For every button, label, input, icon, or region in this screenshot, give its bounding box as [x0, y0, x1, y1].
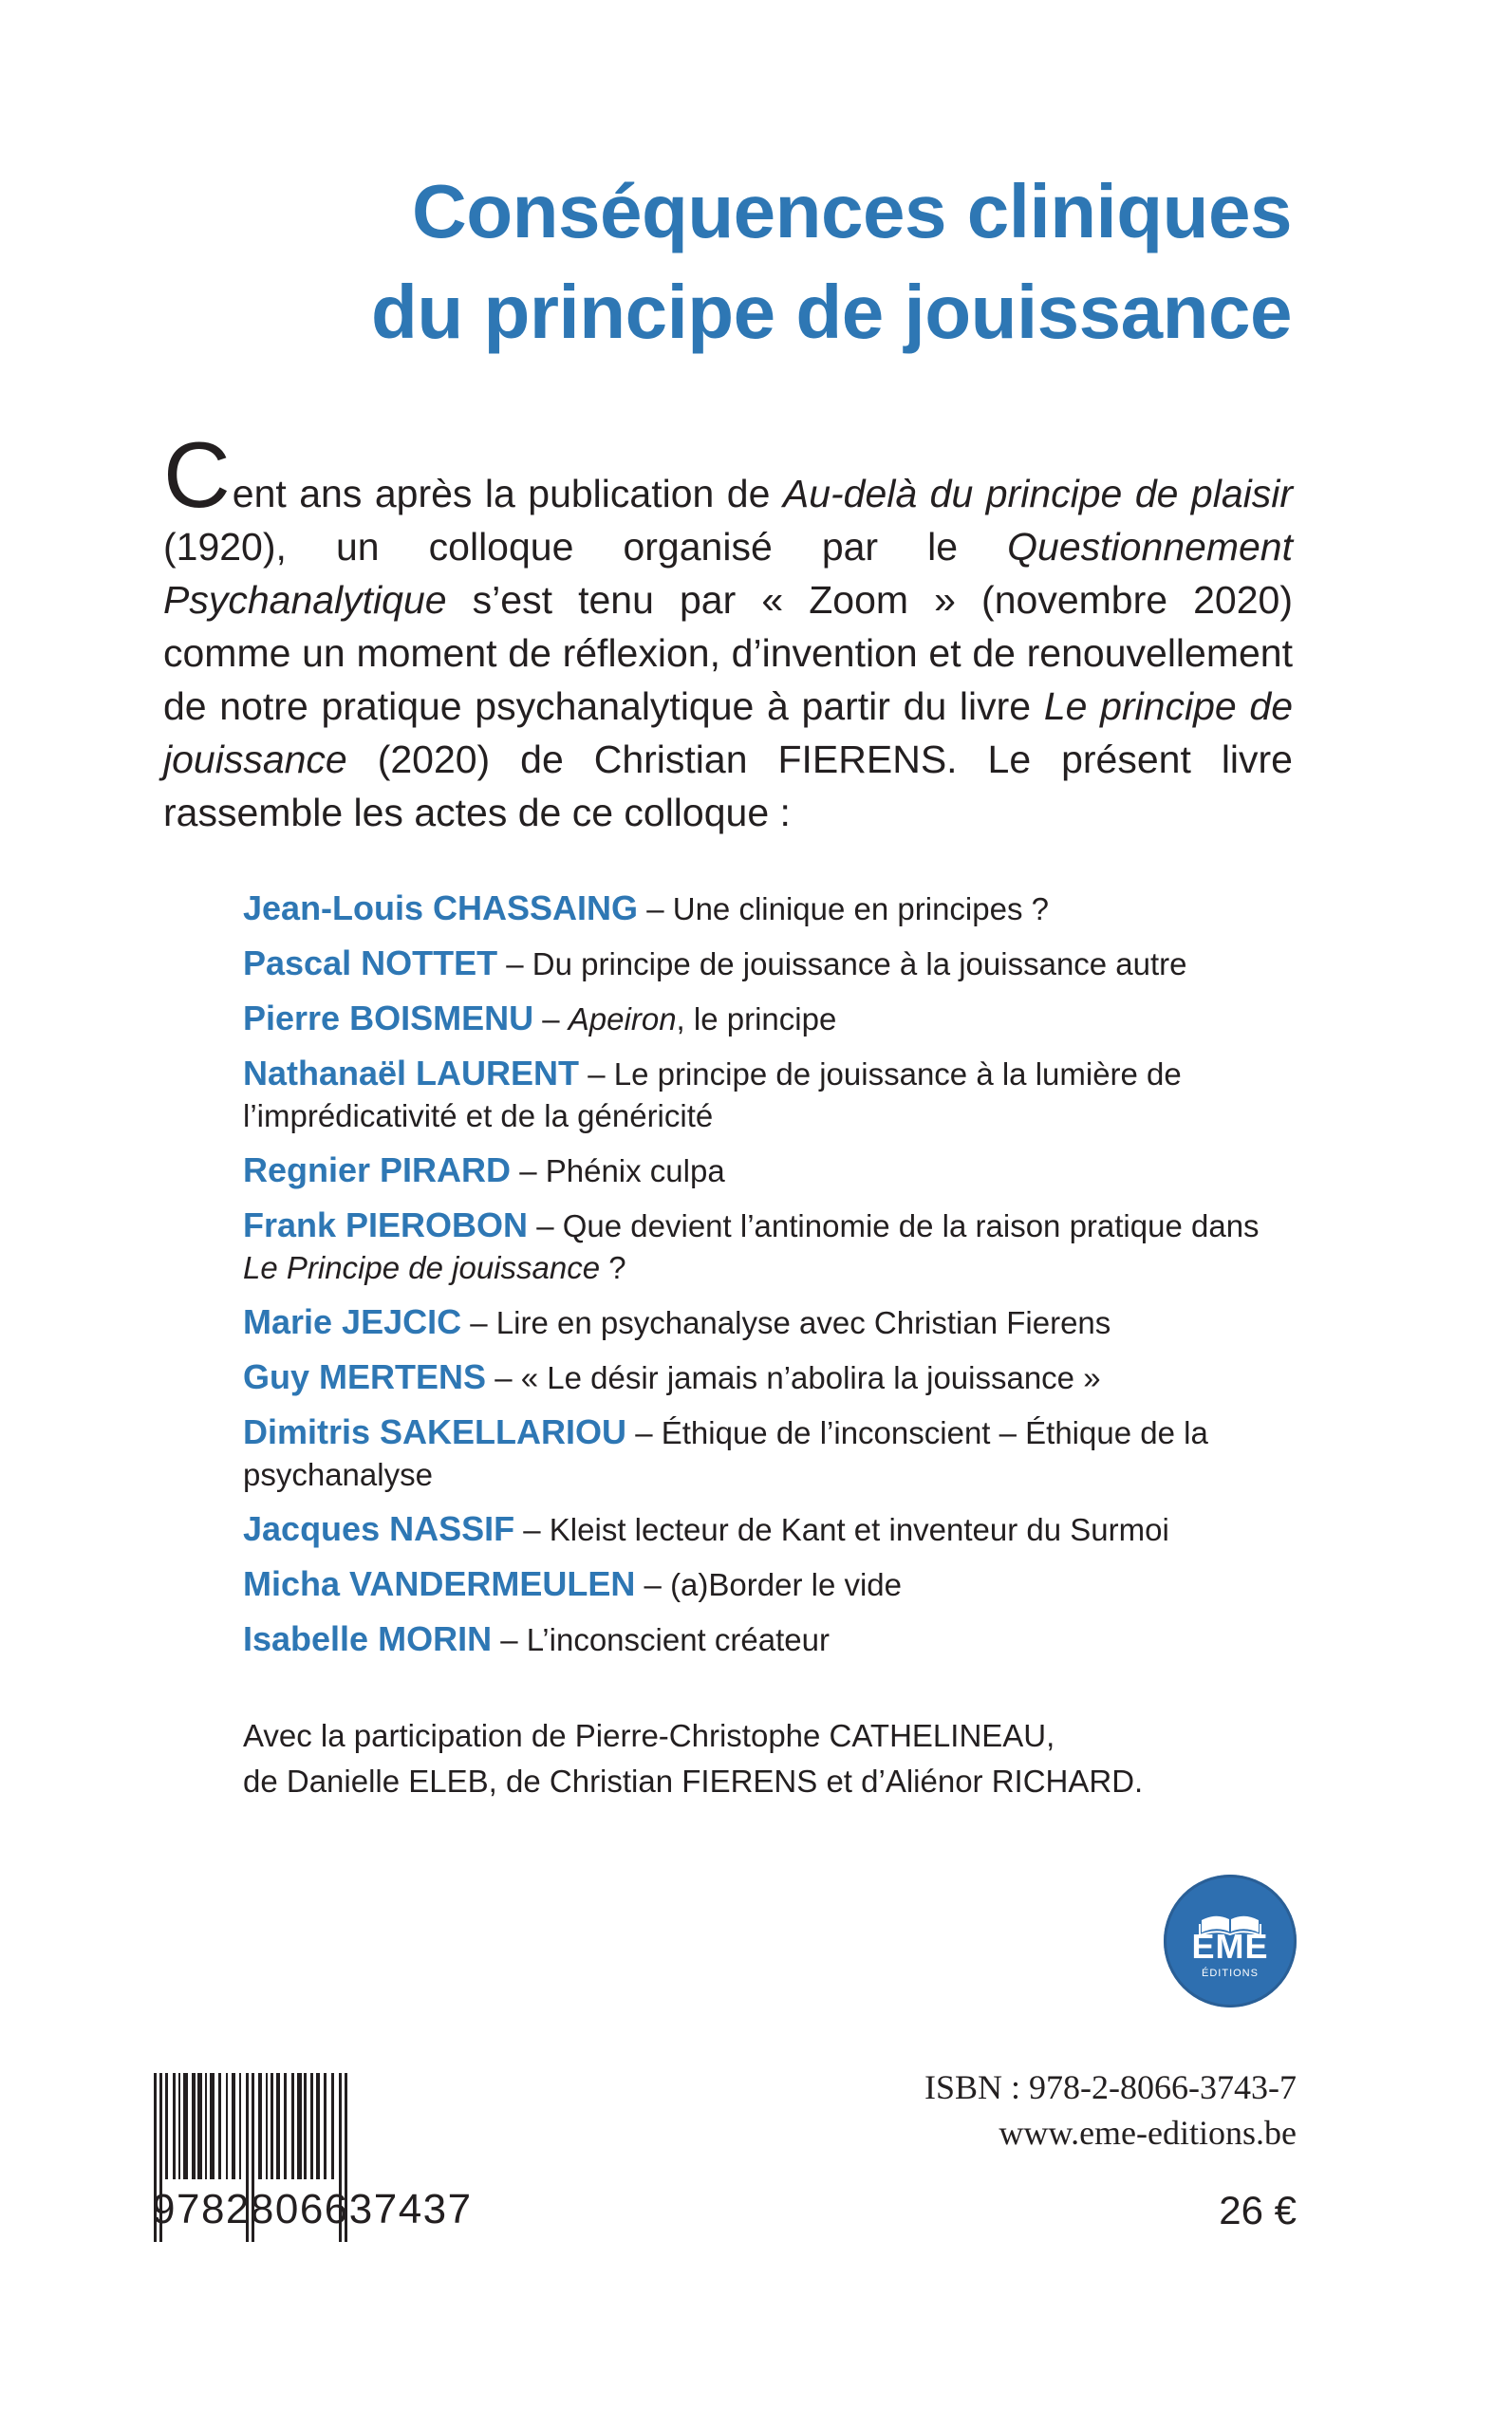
contribution-author: Guy MERTENS: [243, 1357, 487, 1396]
publisher-website: www.eme-editions.be: [999, 2114, 1297, 2152]
contribution-item: [243, 887, 1268, 930]
contribution-item: [243, 1411, 1268, 1496]
contribution-title: – L’inconscient créateur: [492, 1622, 830, 1657]
contribution-title: – Que devient l’antinomie de la raison pratique dans: [528, 1208, 1260, 1243]
book-title-line-2: du principe de jouissance: [371, 270, 1292, 354]
contribution-title-italic: Le Principe de jouissance: [243, 1250, 601, 1285]
intro-text-1: ent ans après la publication de: [232, 472, 783, 515]
price-label: 26 €: [1219, 2188, 1297, 2232]
contribution-author: Frank PIEROBON: [243, 1205, 529, 1244]
contribution-author: Jean-Louis CHASSAING: [243, 888, 639, 927]
contribution-author: Micha VANDERMEULEN: [243, 1564, 636, 1603]
contribution-item: [243, 998, 1268, 1040]
contribution-title: – Du principe de jouissance à la jouissance autre: [497, 946, 1187, 981]
contribution-title: – (a)Border le vide: [635, 1567, 903, 1602]
barcode-bar: [205, 2073, 207, 2179]
participation-line-1: Avec la participation de Pierre-Christophe CATHELINEAU,: [243, 1718, 1055, 1753]
barcode-bar: [192, 2073, 196, 2179]
barcode-bar: [304, 2073, 307, 2179]
publisher-logo: [1164, 1875, 1297, 2008]
contribution-author: Pierre BOISMENU: [243, 999, 534, 1037]
barcode-bar: [232, 2073, 235, 2179]
barcode-bar: [324, 2073, 327, 2179]
participation-line-2: de Danielle ELEB, de Christian FIERENS et d’Aliénor RICHARD.: [243, 1764, 1144, 1799]
contribution-item: [243, 1618, 1268, 1661]
barcode-bar: [258, 2073, 262, 2179]
intro-organization: Questionnement Psychanalytique: [163, 525, 1293, 622]
barcode-bar: [331, 2073, 334, 2179]
barcode-bar: [218, 2073, 221, 2179]
contribution-author: Isabelle MORIN: [243, 1619, 493, 1658]
publisher-logo-subtext: ÉDITIONS: [1202, 1968, 1259, 1979]
contribution-title: – Le principe de jouissance à la lumière de l’imprédicativité et de la généricité: [243, 1056, 1182, 1133]
barcode-bar: [310, 2073, 313, 2179]
contribution-title: –: [533, 1001, 569, 1036]
contribution-item: [243, 1508, 1268, 1551]
publisher-logo-text: EME: [1191, 1927, 1269, 1966]
intro-paragraph: [163, 422, 1293, 839]
barcode-bar: [178, 2073, 180, 2179]
barcode-bar: [271, 2073, 273, 2179]
contribution-author: Marie JEJCIC: [243, 1302, 462, 1341]
contribution-title: – Kleist lecteur de Kant et inventeur du Surmoi: [514, 1512, 1169, 1547]
intro-text-3: s’est tenu par « Zoom » (novembre 2020) comme un moment de réflexion, d’invention et de renouvellement de notre pratique psychanalytique à partir du livre: [163, 578, 1293, 728]
intro-text-4: (2020) de Christian FIERENS. Le présent livre rassemble les actes de ce colloque :: [163, 738, 1293, 834]
book-title: [248, 161, 1292, 363]
contribution-author: Jacques NASSIF: [243, 1509, 515, 1548]
book-title-line-1: Conséquences cliniques: [411, 169, 1292, 253]
contribution-item: [243, 1301, 1268, 1344]
contribution-author: Nathanaël LAURENT: [243, 1054, 580, 1092]
barcode-bar: [173, 2073, 176, 2179]
barcode-bar: [183, 2073, 188, 2179]
barcode-bar: [284, 2073, 287, 2179]
intro-book-title-2: Le principe de jouissance: [163, 684, 1293, 781]
contribution-item: [243, 1149, 1268, 1192]
contribution-item: [243, 1563, 1268, 1606]
contribution-title-italic: Apeiron: [568, 1001, 677, 1036]
contribution-title: – Une clinique en principes ?: [638, 891, 1049, 926]
drop-cap: C: [163, 422, 231, 527]
contribution-title: – Éthique de l’inconscient – Éthique de la psychanalyse: [243, 1415, 1208, 1492]
barcode-bar: [226, 2073, 228, 2179]
intro-book-title-1: Au-delà du principe de plaisir: [782, 472, 1293, 515]
barcode-bar: [239, 2073, 241, 2179]
isbn-number: ISBN : 978-2-8066-3743-7: [924, 2068, 1297, 2106]
contribution-author: Regnier PIRARD: [243, 1150, 512, 1189]
contribution-title-end: ?: [600, 1250, 626, 1285]
barcode-bar: [291, 2073, 294, 2179]
participation-note: [243, 1713, 1287, 1804]
contribution-title: – Lire en psychanalyse avec Christian Fierens: [461, 1305, 1111, 1340]
contribution-author: Dimitris SAKELLARIOU: [243, 1412, 627, 1451]
barcode-bar: [165, 2073, 168, 2179]
barcode-bar: [297, 2073, 302, 2179]
contribution-item: [243, 1053, 1268, 1137]
barcode-bar: [266, 2073, 268, 2179]
contribution-author: Pascal NOTTET: [243, 943, 498, 982]
contribution-title: – Phénix culpa: [511, 1153, 725, 1188]
contributions-list: [243, 887, 1268, 1673]
barcode-bar: [316, 2073, 320, 2179]
contribution-item: [243, 943, 1268, 985]
barcode-bar: [197, 2073, 202, 2179]
barcode-bar: [276, 2073, 280, 2179]
intro-text-2: (1920), un colloque organisé par le: [163, 525, 1008, 569]
contribution-item: [243, 1356, 1268, 1399]
barcode-bar: [210, 2073, 215, 2179]
contribution-item: [243, 1204, 1268, 1289]
barcode-digits: 9782806637437: [152, 2186, 473, 2232]
contribution-title: – « Le désir jamais n’abolira la jouissance »: [486, 1360, 1101, 1395]
contribution-title-end: , le principe: [676, 1001, 837, 1036]
